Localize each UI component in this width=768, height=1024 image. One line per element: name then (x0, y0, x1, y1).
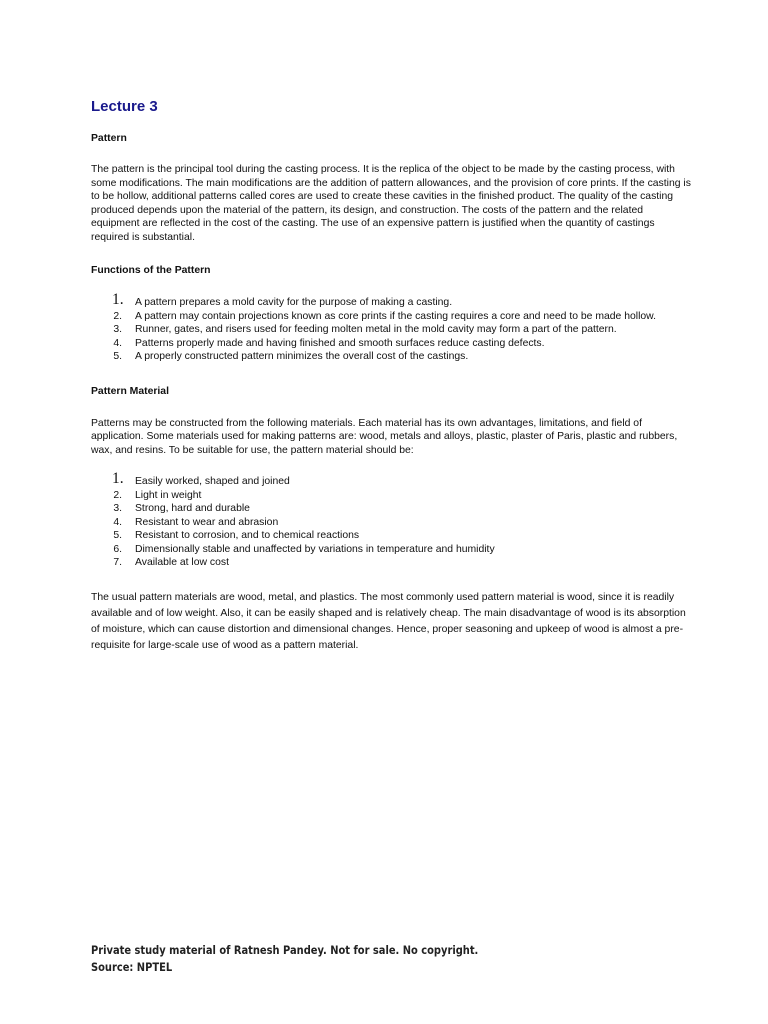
material-list (91, 470, 691, 570)
watermark-footer (91, 942, 478, 976)
list-number: 2. (113, 310, 122, 322)
list-number: 7. (113, 557, 122, 568)
functions-list (91, 291, 691, 364)
lecture-title: Lecture 3 (91, 98, 158, 115)
closing-paragraph: The usual pattern materials are wood, metal, and plastics. The most commonly used pattern material is wood, since it is readily available and of low weight. Also, it can be easily shaped and is relatively cheap. The main disadvantage of wood is its absorption of moisture, which can cause distortion and dimensional changes. Hence, proper seasoning and upkeep of wood is almost a pre-requisite for large-scale use of wood as a pattern material. (91, 591, 686, 652)
list-item-text: Light in weight (135, 489, 202, 501)
list-item (91, 556, 691, 570)
list-item (91, 291, 691, 310)
list-item-text: Available at low cost (135, 557, 229, 568)
list-number: 6. (113, 543, 122, 555)
list-item (91, 529, 691, 543)
list-item (91, 470, 691, 489)
list-number: 1. (112, 470, 124, 487)
list-item (91, 350, 691, 364)
document-page (91, 96, 691, 655)
list-number: 3. (113, 503, 122, 514)
list-item (91, 323, 691, 337)
list-number: 2. (113, 489, 122, 501)
list-item (91, 516, 691, 530)
list-item-text: Runner, gates, and risers used for feeding molten metal in the mold cavity may form a part of the pattern. (135, 324, 617, 335)
list-number: 4. (113, 337, 122, 349)
list-item-text: Resistant to wear and abrasion (135, 516, 279, 528)
footer-line-1: Private study material of Ratnesh Pandey. Not for sale. No copyright. (91, 943, 479, 957)
list-item-text: Patterns properly made and having finished and smooth surfaces reduce casting defects. (135, 337, 545, 349)
list-number: 5. (113, 530, 122, 541)
list-item-text: A properly constructed pattern minimizes the overall cost of the castings. (135, 351, 469, 362)
list-item-text: A pattern prepares a mold cavity for the purpose of making a casting. (135, 297, 453, 308)
footer-line-2: Source: NPTEL (91, 960, 173, 974)
pattern-paragraph: The pattern is the principal tool during the casting process. It is the replica of the object to be made by the casting process, with some modifications. The main modifications are the addition of pattern allowances, and the provision of core prints. If the casting is to be hollow, additional patterns called cores are used to create these cavities in the finished product. The quality of the casting produced depends upon the material of the pattern, its design, and construction. The costs of the pattern and the related equipment are reflected in the cost of the casting. The use of an expensive pattern is justified when the quantity of castings required is substantial. (91, 164, 691, 243)
section-heading-pattern: Pattern (91, 133, 127, 144)
section-heading-material: Pattern Material (91, 385, 169, 397)
list-item-text: Resistant to corrosion, and to chemical reactions (135, 530, 360, 541)
list-item-text: A pattern may contain projections known as core prints if the casting requires a core and need to be made hollow. (135, 310, 656, 322)
list-number: 5. (113, 351, 122, 362)
list-item-text: Strong, hard and durable (135, 503, 250, 514)
material-paragraph: Patterns may be constructed from the following materials. Each material has its own advantages, limitations, and field of application. Some materials used for making patterns are: wood, metals and alloys, plastic, plaster of Paris, plastic and rubbers, wax, and resins. To be suitable for use, the pattern material should be: (91, 417, 678, 456)
list-item (91, 502, 691, 516)
list-item (91, 489, 691, 503)
list-number: 4. (113, 516, 122, 528)
list-number: 3. (113, 324, 122, 335)
list-item (91, 310, 691, 324)
section-heading-functions: Functions of the Pattern (91, 265, 211, 276)
list-number: 1. (112, 291, 124, 308)
list-item (91, 337, 691, 351)
list-item-text: Easily worked, shaped and joined (135, 476, 290, 487)
list-item (91, 543, 691, 557)
list-item-text: Dimensionally stable and unaffected by variations in temperature and humidity (135, 543, 495, 555)
